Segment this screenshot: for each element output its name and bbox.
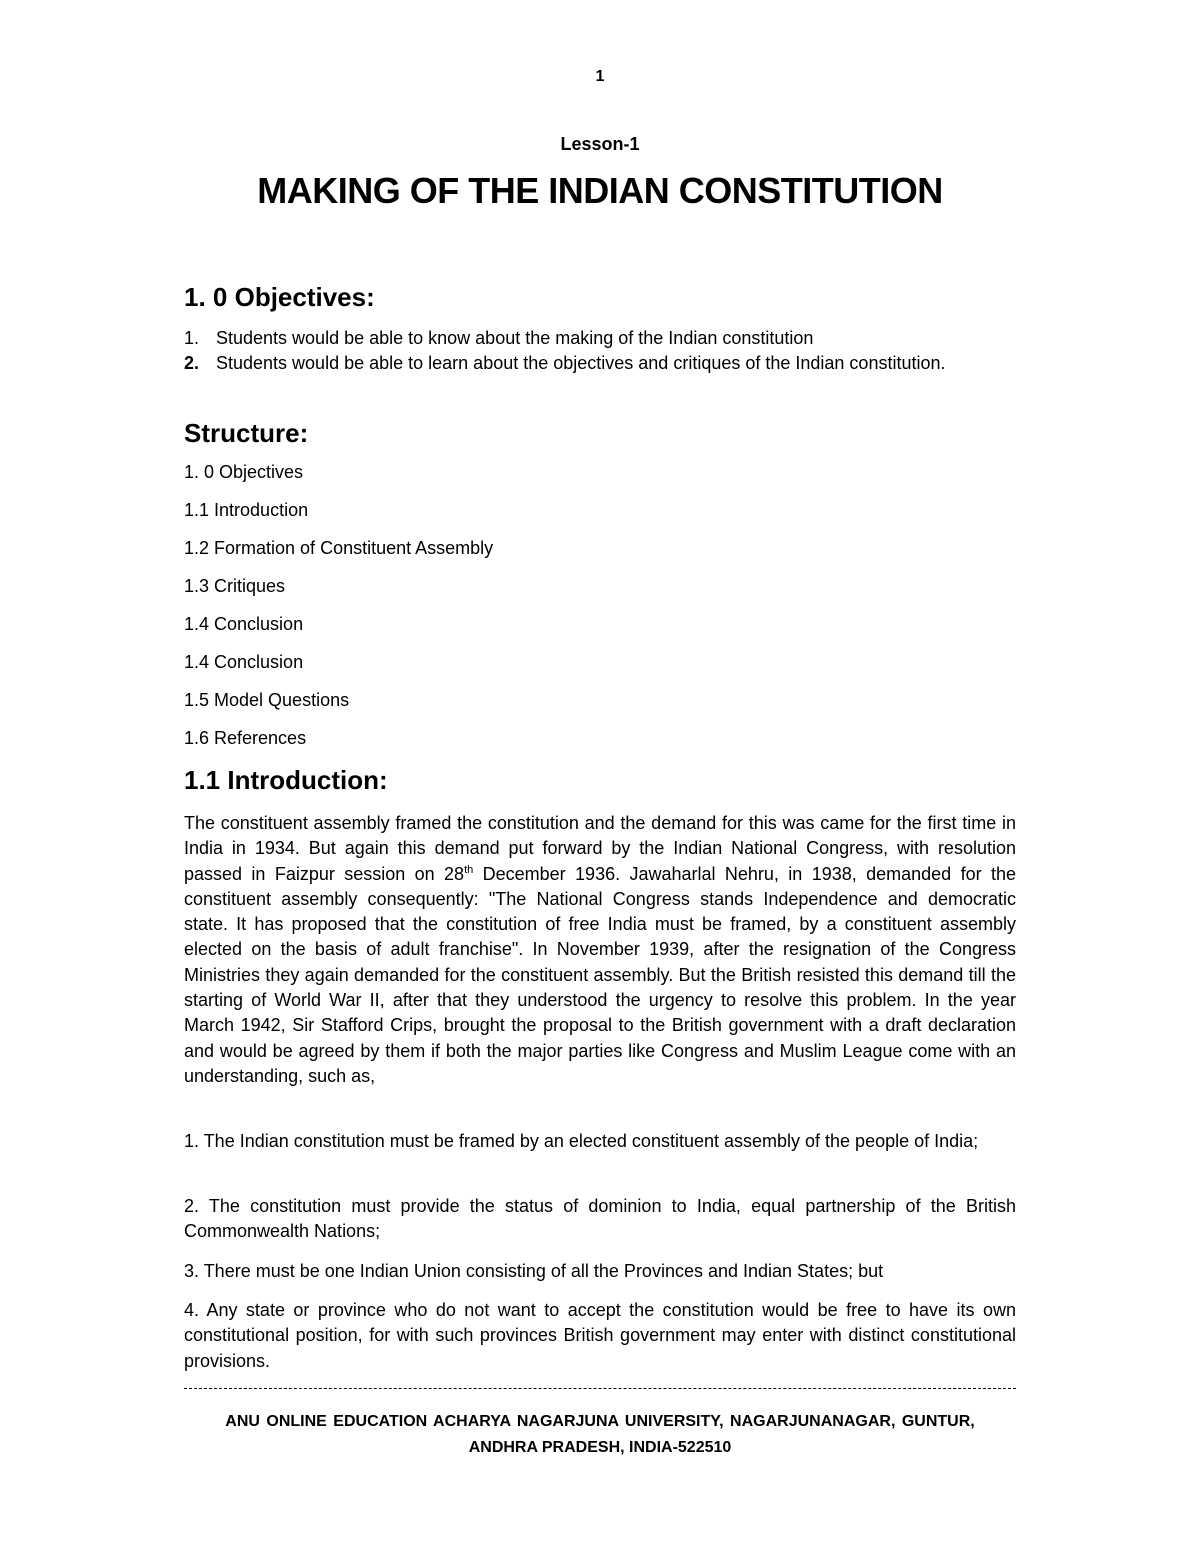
list-item-number: 2. — [184, 353, 200, 373]
structure-item: 1.4 Conclusion — [184, 614, 304, 634]
page-number: 1 — [595, 68, 605, 85]
paragraph-text: December 1936. Jawaharlal Nehru, in 1938, demanded for the constituent assembly consequently: "The National Congress stands Independence and democratic state. It has proposed that the constitution of free India must be framed, by a constituent assembly elected on the basis of adult franchise". In November 1939, after the resignation of the Congress Ministries they again demanded for the constituent assembly. But the British resisted this demand till the starting of World War II, after that they understood the urgency to resolve this problem. In the year March 1942, Sir Stafford Crips, brought the proposal to the British government with a draft declaration and would be agreed by them if both the major parties like Congress and Muslim League come with an understanding, such as, — [184, 863, 1016, 1086]
structure-item: 1. 0 Objectives — [184, 462, 304, 482]
objectives-list — [184, 326, 1016, 376]
paragraph-text: The constituent assembly framed the constitution and the demand for this was came for the first time in India in 1934. But again this demand put forward by the Indian National Congress, with resolution passed in Faizpur session on 28 — [184, 813, 1016, 884]
introduction-point: 3. There must be one Indian Union consisting of all the Provinces and Indian States; but — [184, 1261, 884, 1281]
structure-item: 1.2 Formation of Constituent Assembly — [184, 538, 494, 558]
list-item — [184, 351, 1016, 376]
structure-item: 1.4 Conclusion — [184, 652, 304, 672]
ordinal-suffix: th — [464, 863, 474, 876]
structure-item: 1.3 Critiques — [184, 576, 286, 596]
introduction-point: 2. The constitution must provide the status of dominion to India, equal partnership of the British Commonwealth Nations; — [184, 1196, 1016, 1242]
list-item-text: Students would be able to learn about the objectives and critiques of the Indian constitution. — [216, 353, 946, 373]
introduction-heading: 1.1 Introduction: — [184, 765, 388, 795]
list-item — [184, 326, 1016, 351]
footer-divider — [184, 1388, 1016, 1389]
footer-address: ANDHRA PRADESH, INDIA-522510 — [468, 1439, 732, 1456]
structure-item: 1.5 Model Questions — [184, 690, 350, 710]
page-title: MAKING OF THE INDIAN CONSTITUTION — [257, 170, 943, 211]
introduction-point: 4. Any state or province who do not want to accept the constitution would be free to have its own constitutional position, for with such provinces British government may enter with distinct constitutional provisions. — [184, 1300, 1016, 1371]
structure-heading: Structure: — [184, 418, 309, 448]
list-item-number: 1. — [184, 328, 200, 348]
objectives-heading: 1. 0 Objectives: — [184, 282, 375, 312]
introduction-point: 1. The Indian constitution must be framed by an elected constituent assembly of the people of India; — [184, 1131, 979, 1151]
introduction-paragraph — [184, 811, 1016, 1089]
structure-item: 1.6 References — [184, 728, 307, 748]
list-item-text: Students would be able to know about the making of the Indian constitution — [216, 328, 814, 348]
footer-institution: ANU ONLINE EDUCATION ACHARYA NAGARJUNA UNIVERSITY, NAGARJUNANAGAR, GUNTUR, — [225, 1413, 975, 1430]
structure-item: 1.1 Introduction — [184, 500, 309, 520]
lesson-label: Lesson-1 — [560, 134, 640, 154]
